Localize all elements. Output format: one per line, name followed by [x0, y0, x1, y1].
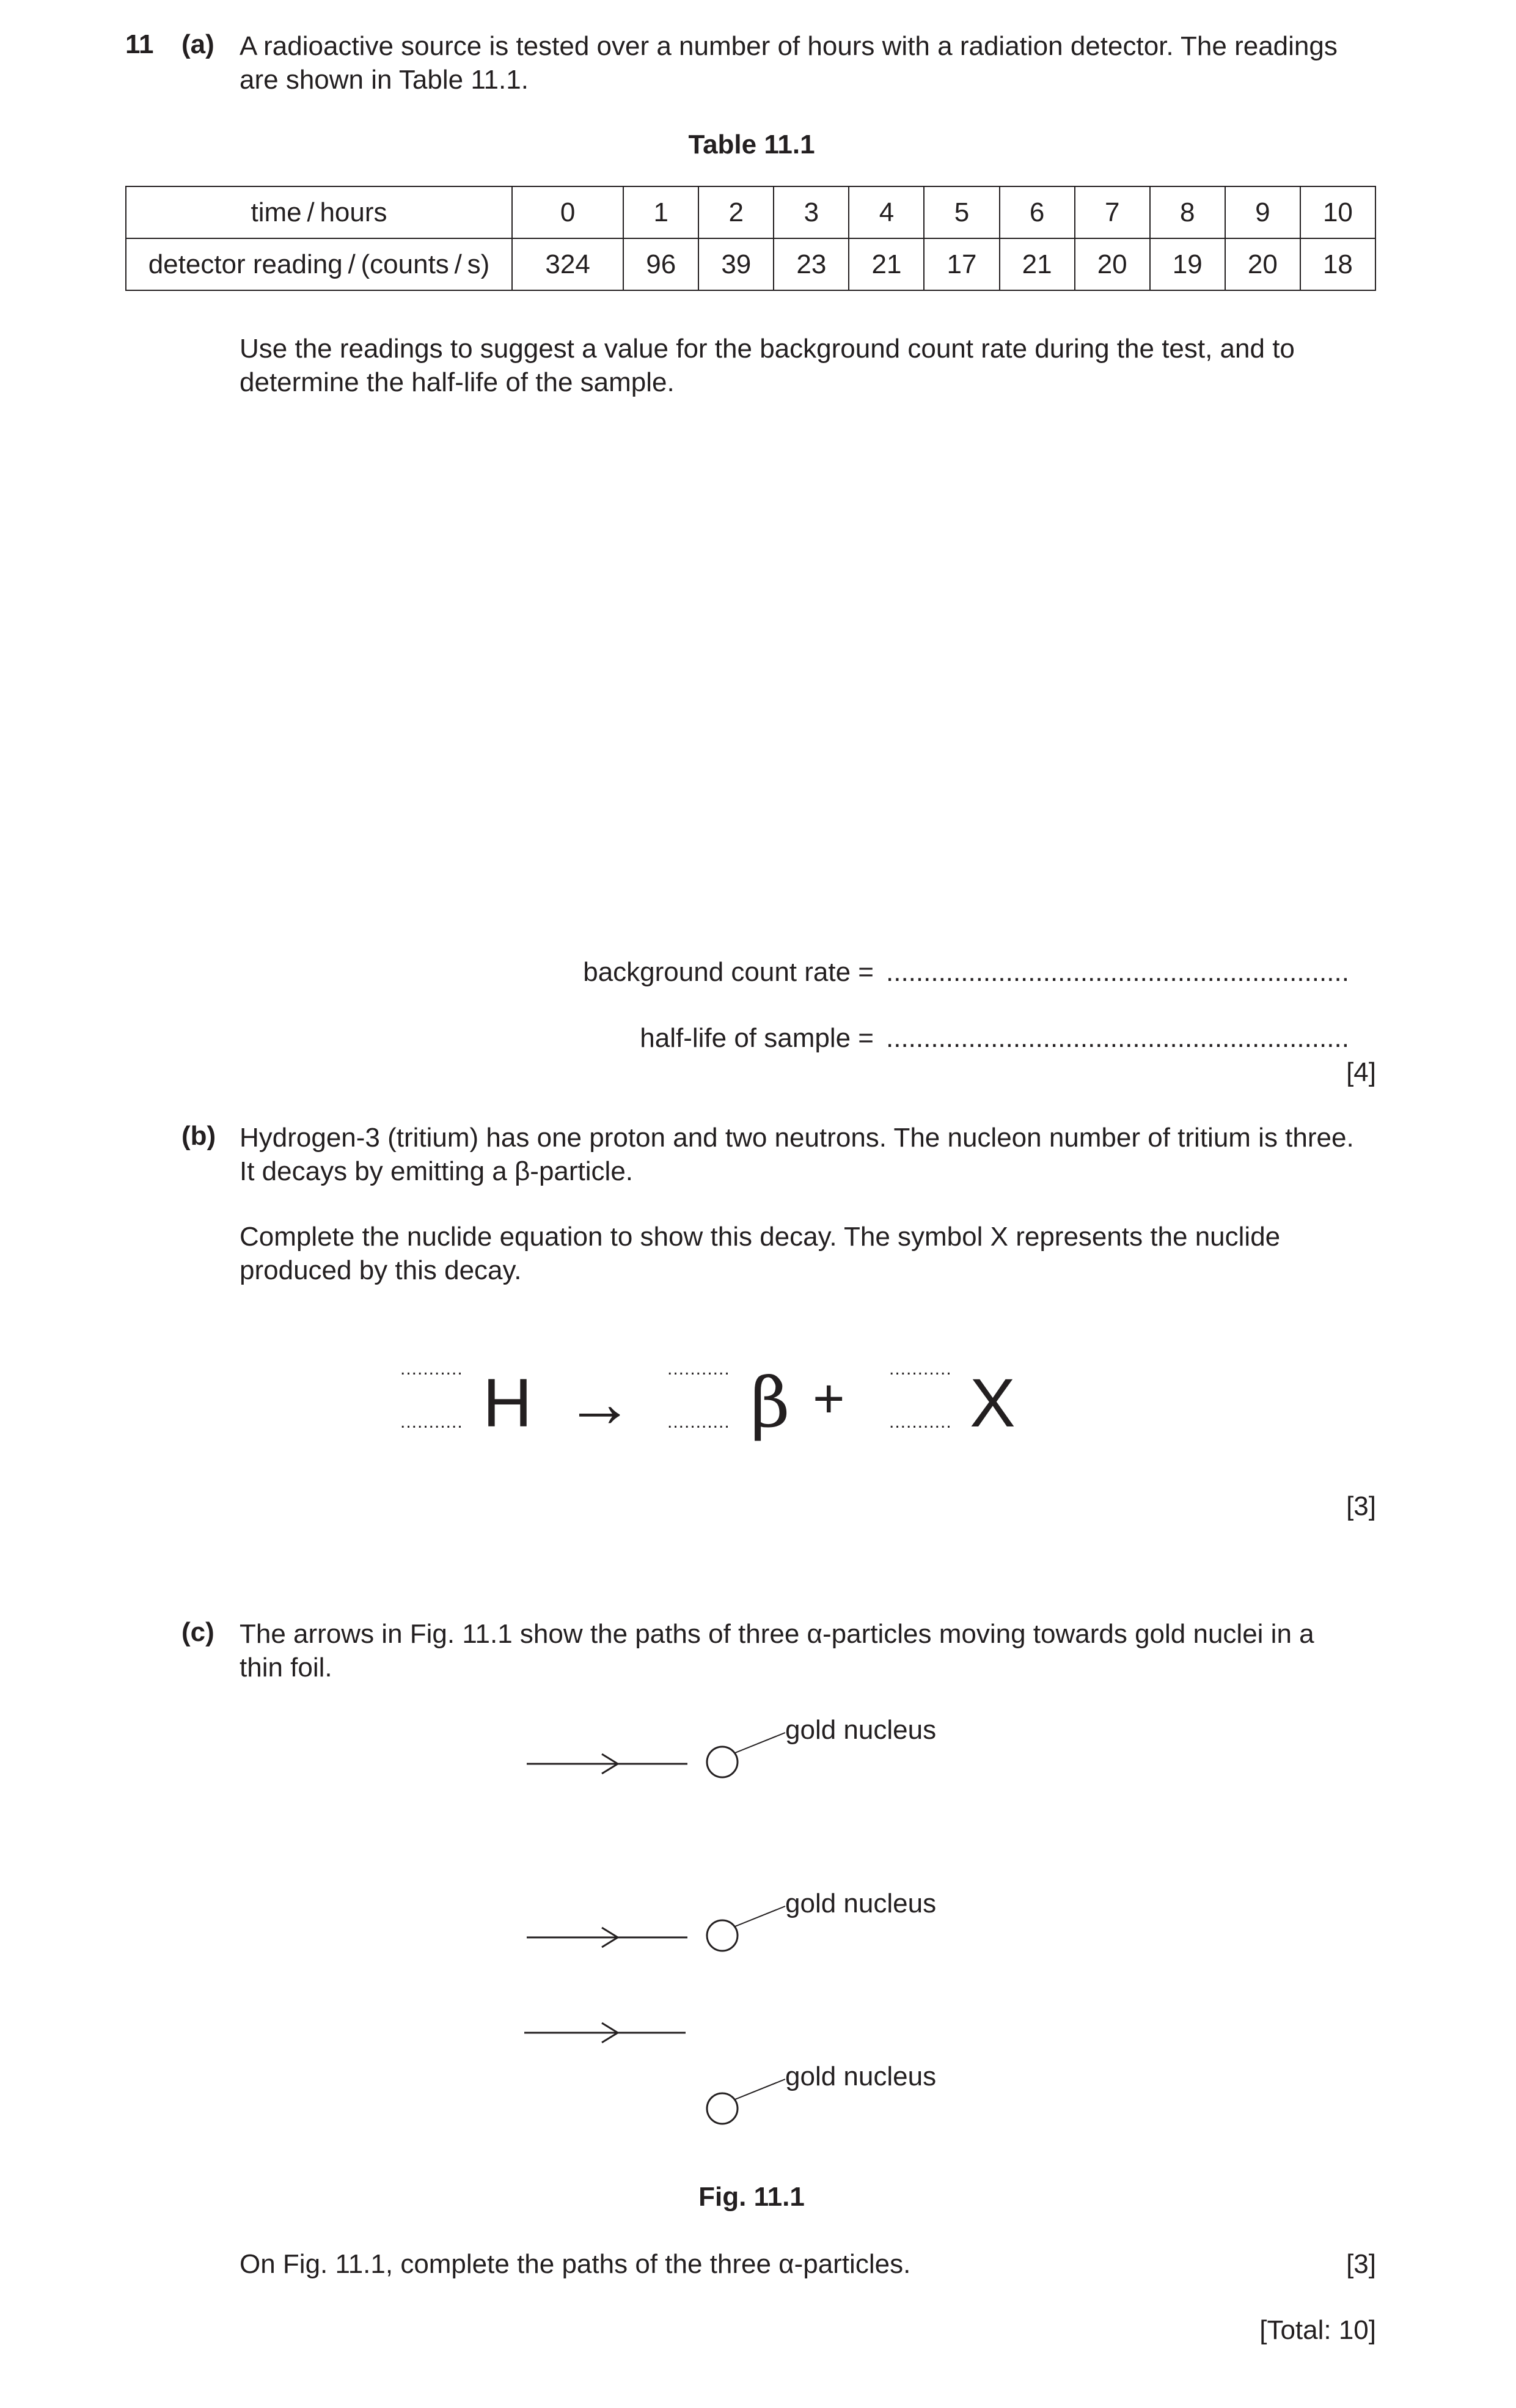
reading-cell: 20 [1075, 238, 1150, 290]
reading-cell: 324 [512, 238, 623, 290]
reading-cell: 96 [623, 238, 698, 290]
hydrogen-symbol: H [483, 1365, 532, 1441]
x-nucleon-number-blank[interactable]: ........... [889, 1359, 952, 1379]
background-count-rate-label: background count rate = [583, 957, 874, 987]
time-cell: 3 [774, 186, 849, 238]
part-c-label: (c) [181, 1617, 214, 1647]
part-c-intro-line-1: The arrows in Fig. 11.1 show the paths of three α-particles moving towards gold nuclei in a [240, 1619, 1314, 1649]
leader-line-1 [735, 1733, 785, 1753]
part-a-instruction-line-2: determine the half-life of the sample. [240, 367, 675, 397]
gold-nucleus-label-1: gold nucleus [785, 1715, 937, 1745]
part-b-instruction-line-1: Complete the nuclide equation to show this decay. The symbol X represents the nuclide [240, 1222, 1281, 1252]
time-cell: 2 [698, 186, 774, 238]
part-a-intro-line-2: are shown in Table 11.1. [240, 65, 529, 95]
part-a-instruction-line-1: Use the readings to suggest a value for the background count rate during the test, and to [240, 334, 1295, 364]
reading-cell: 19 [1150, 238, 1225, 290]
part-b-intro-line-2: It decays by emitting a β-particle. [240, 1156, 634, 1186]
reading-cell: 23 [774, 238, 849, 290]
reading-cell: 17 [924, 238, 999, 290]
hydrogen-nucleon-number-blank[interactable]: ........... [400, 1359, 463, 1379]
x-symbol: X [970, 1365, 1016, 1441]
part-b-intro-line-1: Hydrogen-3 (tritium) has one proton and two neutrons. The nucleon number of tritium is three. [240, 1123, 1354, 1153]
gold-nucleus-1 [707, 1747, 738, 1777]
time-cell: 4 [849, 186, 924, 238]
time-cell: 1 [623, 186, 698, 238]
reading-cell: 21 [849, 238, 924, 290]
time-cell: 6 [1000, 186, 1075, 238]
beta-nucleon-number-blank[interactable]: ........... [667, 1359, 730, 1379]
reading-cell: 20 [1225, 238, 1300, 290]
total-marks: [Total: 10] [1259, 2315, 1376, 2345]
reading-cell: 21 [1000, 238, 1075, 290]
half-life-answer-line[interactable]: .............................................................. [886, 1023, 1349, 1053]
part-c-instruction: On Fig. 11.1, complete the paths of the three α-particles. [240, 2249, 911, 2279]
alpha-particle-path-2 [527, 1928, 687, 1947]
part-a-label: (a) [181, 29, 214, 59]
x-proton-number-blank[interactable]: ........... [889, 1412, 952, 1432]
time-row-header: time / hours [126, 186, 512, 238]
hydrogen-proton-number-blank[interactable]: ........... [400, 1412, 463, 1432]
gold-nucleus-2 [707, 1920, 738, 1951]
gold-nucleus-label-3: gold nucleus [785, 2061, 937, 2091]
alpha-particle-path-3 [524, 2023, 686, 2043]
time-cell: 10 [1300, 186, 1375, 238]
alpha-particle-path-1 [527, 1754, 687, 1774]
reading-cell: 18 [1300, 238, 1375, 290]
leader-line-2 [735, 1906, 785, 1926]
part-b-instruction-line-2: produced by this decay. [240, 1255, 522, 1285]
beta-proton-number-blank[interactable]: ........... [667, 1412, 730, 1432]
reading-row-header: detector reading / (counts / s) [126, 238, 512, 290]
time-cell: 7 [1075, 186, 1150, 238]
beta-symbol: β [750, 1364, 790, 1443]
time-cell: 9 [1225, 186, 1300, 238]
part-a-intro-line-1: A radioactive source is tested over a number of hours with a radiation detector. The readings [240, 31, 1338, 61]
gold-nucleus-label-2: gold nucleus [785, 1889, 937, 1918]
decay-arrow: → [565, 1365, 634, 1441]
fig-caption: Fig. 11.1 [698, 2182, 805, 2212]
leader-line-3 [735, 2079, 785, 2099]
part-b-label: (b) [181, 1121, 216, 1151]
table-caption: Table 11.1 [688, 130, 815, 160]
gold-nucleus-3 [707, 2093, 738, 2124]
question-number: 11 [125, 29, 154, 59]
part-a-marks: [4] [1346, 1057, 1376, 1087]
half-life-label: half-life of sample = [640, 1023, 874, 1053]
time-cell: 8 [1150, 186, 1225, 238]
part-c-intro-line-2: thin foil. [240, 1653, 332, 1683]
reading-cell: 39 [698, 238, 774, 290]
time-cell: 5 [924, 186, 999, 238]
background-count-rate-answer-line[interactable]: .............................................................. [886, 957, 1349, 987]
time-cell: 0 [512, 186, 623, 238]
part-c-marks: [3] [1346, 2249, 1376, 2279]
part-b-marks: [3] [1346, 1491, 1376, 1521]
plus-sign: + [813, 1368, 845, 1430]
